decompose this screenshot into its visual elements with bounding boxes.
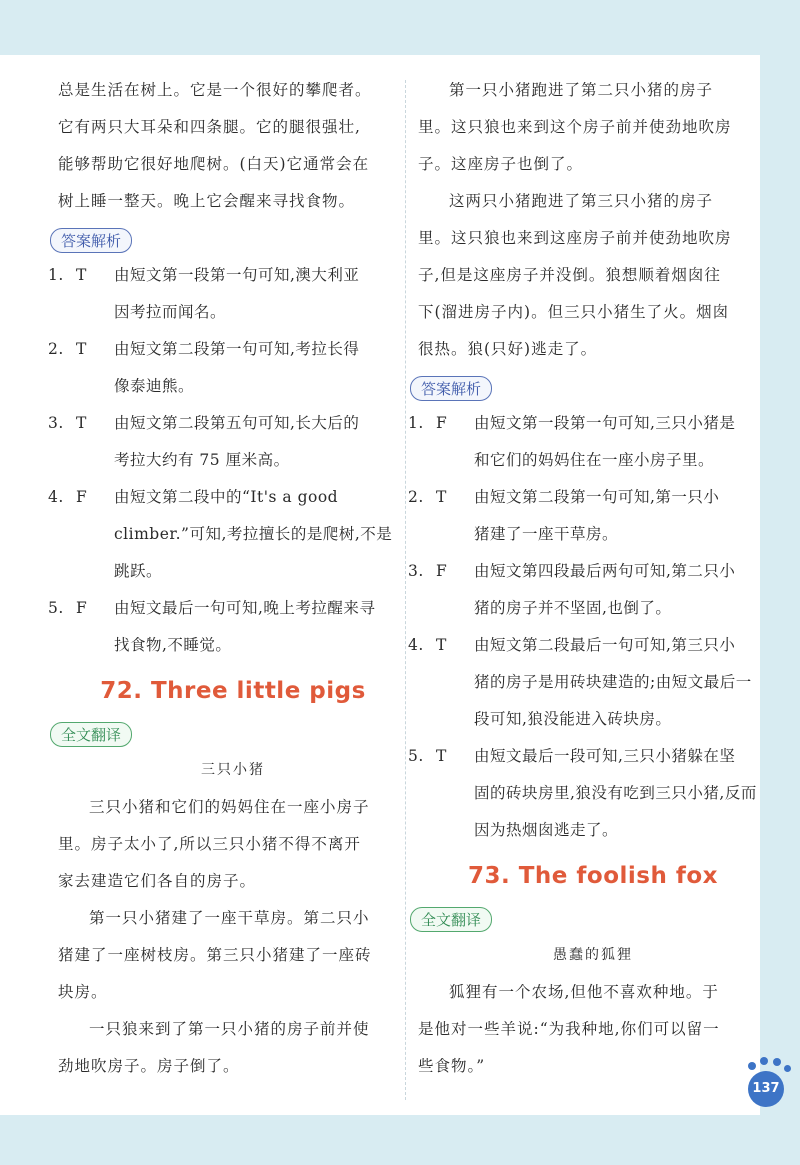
answer-line: 猪的房子是用砖块建造的;由短文最后一 — [474, 673, 752, 691]
answer-item — [408, 738, 768, 849]
answer-number: 5. — [48, 599, 64, 617]
text-line: 猪建了一座树枝房。第三只小猪建了一座砖 — [58, 946, 372, 964]
answer-item — [408, 627, 768, 738]
answer-tf: F — [76, 599, 88, 617]
answer-number: 3. — [408, 562, 424, 580]
answer-number: 5. — [408, 747, 424, 765]
answer-line: 和它们的妈妈住在一座小房子里。 — [474, 451, 715, 469]
story-paragraph — [58, 900, 408, 1011]
paw-toe-icon — [773, 1058, 781, 1066]
answer-number: 1. — [408, 414, 424, 432]
answer-tf: F — [436, 414, 448, 432]
text-line: 下(溜进房子内)。但三只小猪生了火。烟囱 — [418, 303, 730, 321]
answer-line: 跳跃。 — [114, 562, 163, 580]
answer-line: 段可知,狼没能进入砖块房。 — [474, 710, 672, 728]
text-line: 它有两只大耳朵和四条腿。它的腿很强壮, — [58, 118, 361, 136]
top-border-band — [0, 0, 800, 55]
answer-analysis-badge: 答案解析 — [50, 228, 132, 253]
text-line: 总是生活在树上。它是一个很好的攀爬者。 — [58, 81, 372, 99]
answer-item — [48, 257, 408, 331]
answer-item — [48, 590, 408, 664]
answer-line: 由短文第一段第一句可知,三只小猪是 — [474, 414, 736, 432]
text-line: 里。这只狼也来到这座房子前并使劲地吹房 — [418, 229, 732, 247]
answer-line: 猪的房子并不坚固,也倒了。 — [474, 599, 672, 617]
section-title: 72. Three little pigs — [100, 678, 366, 704]
text-line: 三只小猪和它们的妈妈住在一座小房子 — [89, 798, 370, 816]
text-line: 子。这座房子也倒了。 — [418, 155, 584, 173]
answer-list — [48, 257, 408, 664]
paw-toe-icon — [748, 1062, 756, 1070]
text-line: 块房。 — [58, 983, 108, 1001]
answer-line: 由短文第四段最后两句可知,第二只小 — [474, 562, 736, 580]
full-translation-badge: 全文翻译 — [410, 907, 492, 932]
answer-item — [408, 479, 768, 553]
answer-number: 2. — [408, 488, 424, 506]
answer-analysis-badge: 答案解析 — [410, 376, 492, 401]
text-line: 能够帮助它很好地爬树。(白天)它通常会在 — [58, 155, 370, 173]
answer-line: 由短文第二段第五句可知,长大后的 — [114, 414, 360, 432]
story-paragraph — [58, 1011, 408, 1085]
answer-number: 1. — [48, 266, 64, 284]
text-line: 家去建造它们各自的房子。 — [58, 872, 257, 890]
text-line: 子,但是这座房子并没倒。狼想顺着烟囱往 — [418, 266, 721, 284]
answer-item — [48, 331, 408, 405]
story-title: 三只小猪 — [201, 762, 265, 778]
bottom-border-band — [0, 1115, 800, 1165]
koala-translation-tail — [58, 72, 408, 220]
paw-toe-icon — [784, 1065, 791, 1072]
answer-tf: T — [76, 414, 87, 432]
answer-line: 由短文第二段第一句可知,考拉长得 — [114, 340, 360, 358]
answer-item — [408, 553, 768, 627]
answer-line: 因为热烟囱逃走了。 — [474, 821, 619, 839]
text-line: 树上睡一整天。晚上它会醒来寻找食物。 — [58, 192, 356, 210]
answer-tf: T — [436, 747, 447, 765]
answer-tf: T — [436, 488, 447, 506]
text-line: 些食物。” — [418, 1057, 486, 1075]
paw-toe-icon — [760, 1057, 768, 1065]
answer-list — [408, 405, 768, 849]
text-line: 里。这只狼也来到这个房子前并使劲地吹房 — [418, 118, 732, 136]
answer-line: 由短文最后一句可知,晚上考拉醒来寻 — [114, 599, 376, 617]
answer-line: 由短文第二段最后一句可知,第三只小 — [474, 636, 736, 654]
text-line: 一只狼来到了第一只小猪的房子前并使 — [89, 1020, 370, 1038]
answer-item — [48, 479, 408, 590]
text-line: 很热。狼(只好)逃走了。 — [418, 340, 598, 358]
answer-line: 找食物,不睡觉。 — [114, 636, 232, 654]
answer-tf: T — [76, 266, 87, 284]
story-paragraph — [418, 974, 768, 1085]
right-column — [408, 72, 768, 1085]
section-title: 73. The foolish fox — [467, 863, 718, 889]
answer-line: climber.”可知,考拉擅长的是爬树,不是 — [114, 525, 393, 543]
story-paragraph — [418, 72, 768, 183]
answer-line: 像泰迪熊。 — [114, 377, 195, 395]
text-line: 是他对一些羊说:“为我种地,你们可以留一 — [418, 1020, 720, 1038]
left-column — [48, 72, 408, 1085]
answer-item — [408, 405, 768, 479]
answer-line: 由短文第二段中的“It's a good — [114, 488, 339, 506]
answer-line: 由短文第二段第一句可知,第一只小 — [474, 488, 720, 506]
answer-tf: F — [436, 562, 448, 580]
answer-number: 4. — [48, 488, 64, 506]
full-translation-badge: 全文翻译 — [50, 722, 132, 747]
answer-line: 猪建了一座干草房。 — [474, 525, 619, 543]
page-number-badge: 137 — [748, 1071, 784, 1107]
story-paragraph — [418, 183, 768, 368]
answer-number: 3. — [48, 414, 64, 432]
text-line: 里。房子太小了,所以三只小猪不得不离开 — [58, 835, 361, 853]
answer-line: 由短文第一段第一句可知,澳大利亚 — [114, 266, 360, 284]
answer-line: 由短文最后一段可知,三只小猪躲在坚 — [474, 747, 736, 765]
text-line: 劲地吹房子。房子倒了。 — [58, 1057, 240, 1075]
answer-item — [48, 405, 408, 479]
answer-tf: F — [76, 488, 88, 506]
answer-tf: T — [436, 636, 447, 654]
answer-tf: T — [76, 340, 87, 358]
answer-number: 2. — [48, 340, 64, 358]
text-line: 这两只小猪跑进了第三只小猪的房子 — [449, 192, 714, 210]
answer-number: 4. — [408, 636, 424, 654]
answer-line: 固的砖块房里,狼没有吃到三只小猪,反而 — [474, 784, 757, 802]
text-line: 狐狸有一个农场,但他不喜欢种地。于 — [449, 983, 719, 1001]
story-paragraph — [58, 789, 408, 900]
answer-line: 考拉大约有 75 厘米高。 — [114, 451, 290, 469]
text-line: 第一只小猪建了一座干草房。第二只小 — [89, 909, 370, 927]
answer-line: 因考拉而闻名。 — [114, 303, 227, 321]
story-title: 愚蠢的狐狸 — [553, 947, 633, 963]
text-line: 第一只小猪跑进了第二只小猪的房子 — [449, 81, 714, 99]
